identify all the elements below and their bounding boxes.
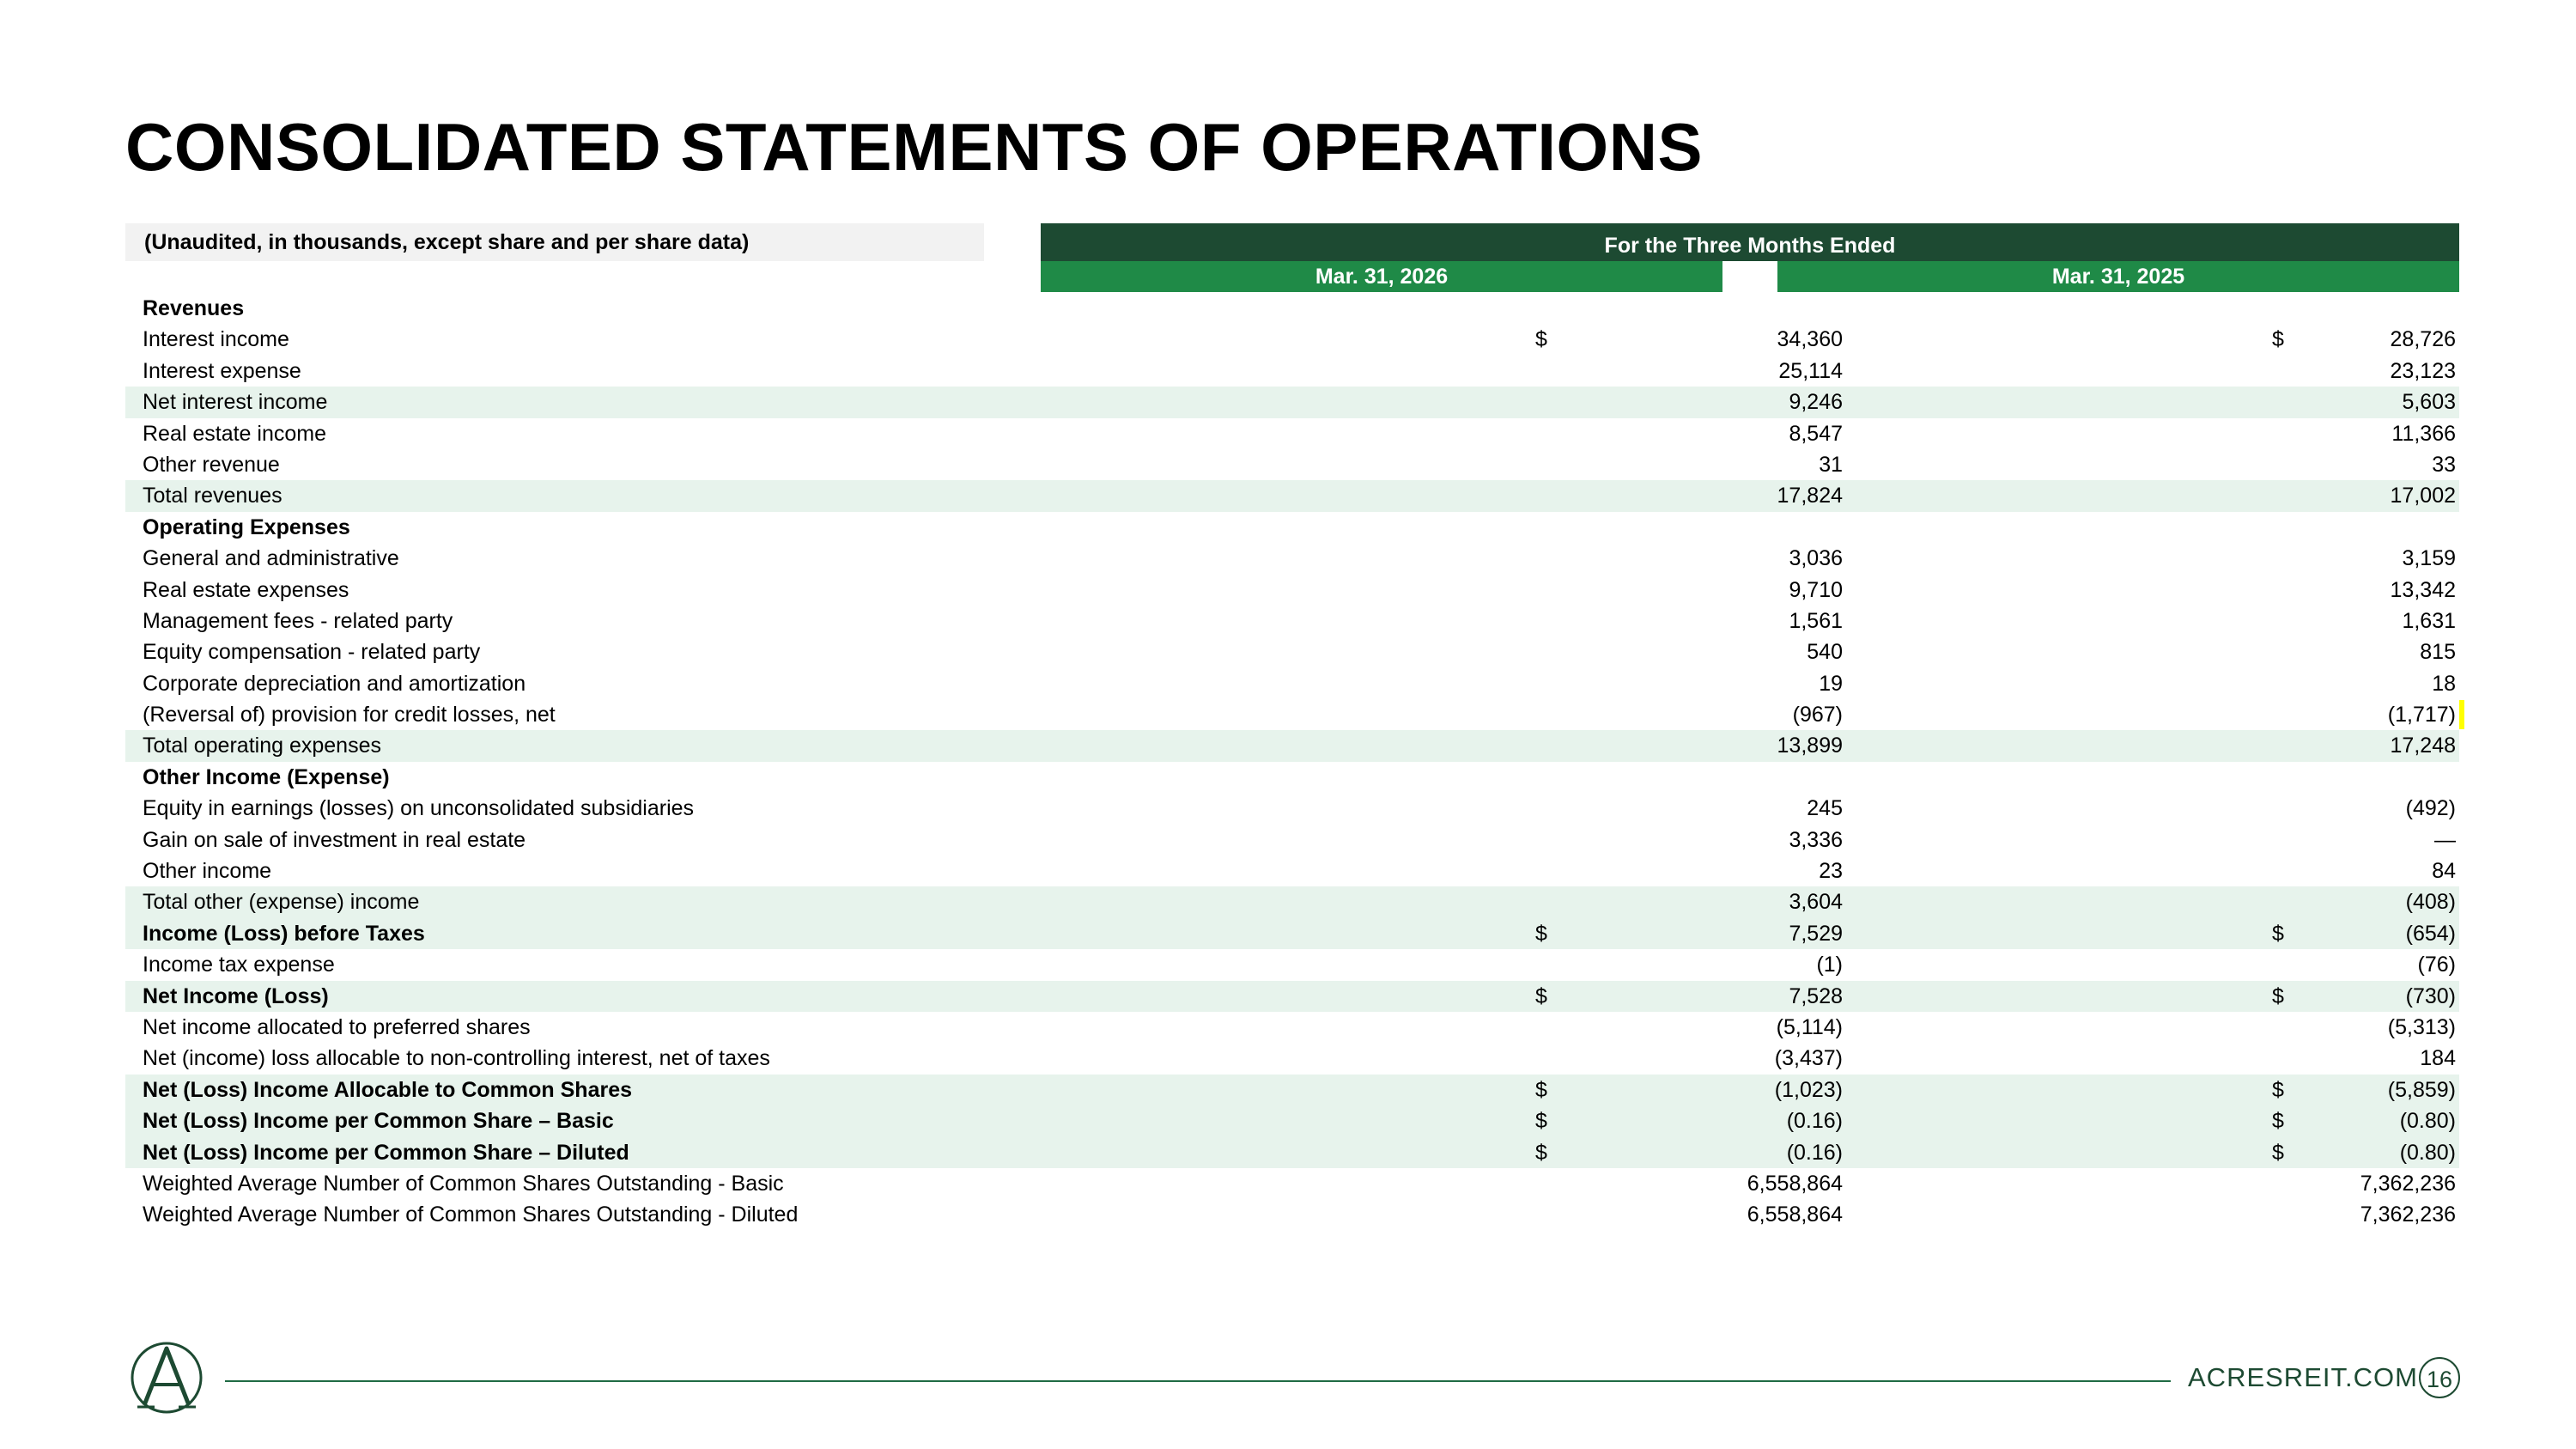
- table-row: [125, 1199, 2459, 1230]
- table-row: [125, 699, 2459, 730]
- table-row: [125, 293, 2459, 324]
- value-2026: 3,036: [1789, 546, 1843, 571]
- currency-2025: $: [2272, 983, 2284, 1008]
- table-row: [125, 762, 2459, 793]
- table-row: [125, 418, 2459, 449]
- value-2025: (5,859): [2387, 1077, 2456, 1102]
- row-label: Net (Loss) Income per Common Share – Diluted: [143, 1140, 629, 1165]
- value-2025: 5,603: [2402, 390, 2456, 415]
- value-2026: (5,114): [1776, 1014, 1843, 1039]
- row-label: Corporate depreciation and amortization: [143, 671, 526, 696]
- table-row: [125, 356, 2459, 387]
- table-row: [125, 636, 2459, 667]
- table-row: [125, 855, 2459, 886]
- value-2026: 1,561: [1789, 608, 1843, 633]
- table-row: [125, 449, 2459, 480]
- table-row: [125, 1137, 2459, 1168]
- currency-2025: $: [2272, 1077, 2284, 1102]
- row-label: General and administrative: [143, 546, 399, 571]
- value-2025: 7,362,236: [2360, 1202, 2456, 1227]
- table-row: [125, 668, 2459, 699]
- value-2026: (1): [1816, 953, 1843, 977]
- row-label: Equity compensation - related party: [143, 640, 481, 665]
- table-row: [125, 512, 2459, 543]
- currency-2025: $: [2272, 1109, 2284, 1134]
- value-2025: (0.80): [2399, 1140, 2456, 1165]
- table-row: [125, 918, 2459, 949]
- row-label: Total other (expense) income: [143, 890, 420, 915]
- table-row: [125, 793, 2459, 824]
- value-2025: (0.80): [2399, 1109, 2456, 1134]
- value-2025: 18: [2432, 671, 2456, 696]
- value-2026: (0.16): [1786, 1140, 1843, 1165]
- currency-2025: $: [2272, 327, 2284, 352]
- row-label: Net income allocated to preferred shares: [143, 1014, 531, 1039]
- value-2026: 31: [1819, 452, 1843, 477]
- table-row: [125, 1012, 2459, 1043]
- row-label: (Reversal of) provision for credit losses, net: [143, 703, 556, 728]
- row-label: Income (Loss) before Taxes: [143, 921, 425, 946]
- row-label: Operating Expenses: [143, 514, 350, 539]
- value-2025: 1,631: [2402, 608, 2456, 633]
- table-row: [125, 1075, 2459, 1105]
- highlight-mark: [2459, 700, 2464, 729]
- row-label: Interest income: [143, 327, 289, 352]
- row-label: Weighted Average Number of Common Shares Outstanding - Basic: [143, 1171, 784, 1196]
- table-row: [125, 1043, 2459, 1074]
- value-2025: 17,248: [2390, 734, 2456, 758]
- value-2025: (492): [2405, 796, 2456, 821]
- value-2025: (1,717): [2387, 703, 2456, 728]
- row-label: Net (income) loss allocable to non-controlling interest, net of taxes: [143, 1046, 770, 1071]
- table-row: [125, 730, 2459, 761]
- value-2025: 33: [2432, 452, 2456, 477]
- value-2025: —: [2434, 827, 2456, 852]
- value-2026: (1,023): [1774, 1077, 1843, 1102]
- table-row: [125, 1105, 2459, 1136]
- currency-2026: $: [1535, 1077, 1547, 1102]
- currency-2025: $: [2272, 921, 2284, 946]
- table-row: [125, 324, 2459, 355]
- column-header-2025: Mar. 31, 2025: [1777, 261, 2459, 292]
- row-label: Weighted Average Number of Common Shares Outstanding - Diluted: [143, 1202, 799, 1227]
- value-2026: 3,336: [1789, 827, 1843, 852]
- table-subheader: (Unaudited, in thousands, except share and per share data): [125, 223, 984, 261]
- page-number: 16: [2419, 1357, 2460, 1398]
- value-2025: 815: [2420, 640, 2456, 665]
- table-row: [125, 981, 2459, 1012]
- value-2026: 6,558,864: [1747, 1202, 1843, 1227]
- row-label: Net (Loss) Income per Common Share – Basic: [143, 1109, 614, 1134]
- value-2026: (0.16): [1786, 1109, 1843, 1134]
- value-2026: 17,824: [1777, 484, 1843, 508]
- row-label: Real estate income: [143, 421, 327, 446]
- value-2025: 3,159: [2402, 546, 2456, 571]
- acres-monogram-icon: [125, 1336, 208, 1419]
- row-label: Equity in earnings (losses) on unconsolidated subsidiaries: [143, 796, 695, 821]
- currency-2025: $: [2272, 1140, 2284, 1165]
- table-row: [125, 949, 2459, 980]
- value-2025: (76): [2417, 953, 2456, 977]
- value-2026: 9,246: [1789, 390, 1843, 415]
- value-2026: 13,899: [1777, 734, 1843, 758]
- currency-2026: $: [1535, 327, 1547, 352]
- value-2025: (730): [2405, 983, 2456, 1008]
- value-2025: 184: [2420, 1046, 2456, 1071]
- row-label: Total revenues: [143, 484, 283, 508]
- value-2026: 3,604: [1789, 890, 1843, 915]
- value-2026: 540: [1807, 640, 1843, 665]
- table-row: [125, 575, 2459, 606]
- table-row: [125, 480, 2459, 511]
- footer-rule: [225, 1380, 2171, 1382]
- row-label: Other Income (Expense): [143, 764, 390, 789]
- value-2025: 23,123: [2390, 358, 2456, 383]
- value-2025: (5,313): [2387, 1014, 2456, 1039]
- page-title: CONSOLIDATED STATEMENTS OF OPERATIONS: [125, 109, 1704, 185]
- value-2025: 84: [2432, 859, 2456, 884]
- row-label: Revenues: [143, 296, 245, 320]
- value-2025: 11,366: [2391, 421, 2456, 446]
- table-row: [125, 886, 2459, 917]
- website-link[interactable]: ACRESREIT.COM: [2188, 1362, 2418, 1392]
- row-label: Net Income (Loss): [143, 983, 329, 1008]
- value-2026: (967): [1792, 703, 1843, 728]
- row-label: Total operating expenses: [143, 734, 381, 758]
- row-label: Net (Loss) Income Allocable to Common Shares: [143, 1077, 633, 1102]
- value-2025: 7,362,236: [2360, 1171, 2456, 1196]
- value-2025: 28,726: [2390, 327, 2456, 352]
- statement-table: [125, 293, 2459, 1231]
- value-2025: 13,342: [2390, 577, 2456, 602]
- value-2026: 7,528: [1789, 983, 1843, 1008]
- value-2026: 6,558,864: [1747, 1171, 1843, 1196]
- value-2025: (654): [2405, 921, 2456, 946]
- period-header: For the Three Months Ended: [1041, 223, 2459, 261]
- row-label: Interest expense: [143, 358, 301, 383]
- currency-2026: $: [1535, 1140, 1547, 1165]
- row-label: Real estate expenses: [143, 577, 349, 602]
- table-row: [125, 606, 2459, 636]
- row-label: Net interest income: [143, 390, 328, 415]
- value-2026: 23: [1819, 859, 1843, 884]
- value-2025: 17,002: [2390, 484, 2456, 508]
- value-2026: 34,360: [1777, 327, 1843, 352]
- currency-2026: $: [1535, 921, 1547, 946]
- row-label: Income tax expense: [143, 953, 335, 977]
- value-2026: 8,547: [1789, 421, 1843, 446]
- column-header-2026: Mar. 31, 2026: [1041, 261, 1722, 292]
- value-2026: (3,437): [1774, 1046, 1843, 1071]
- value-2026: 25,114: [1778, 358, 1843, 383]
- value-2026: 19: [1819, 671, 1843, 696]
- row-label: Other revenue: [143, 452, 280, 477]
- table-row: [125, 387, 2459, 417]
- currency-2026: $: [1535, 1109, 1547, 1134]
- currency-2026: $: [1535, 983, 1547, 1008]
- value-2026: 7,529: [1789, 921, 1843, 946]
- table-row: [125, 543, 2459, 574]
- value-2026: 9,710: [1789, 577, 1843, 602]
- value-2025: (408): [2405, 890, 2456, 915]
- table-row: [125, 825, 2459, 855]
- row-label: Gain on sale of investment in real estate: [143, 827, 526, 852]
- row-label: Other income: [143, 859, 272, 884]
- value-2026: 245: [1807, 796, 1843, 821]
- row-label: Management fees - related party: [143, 608, 453, 633]
- table-row: [125, 1168, 2459, 1199]
